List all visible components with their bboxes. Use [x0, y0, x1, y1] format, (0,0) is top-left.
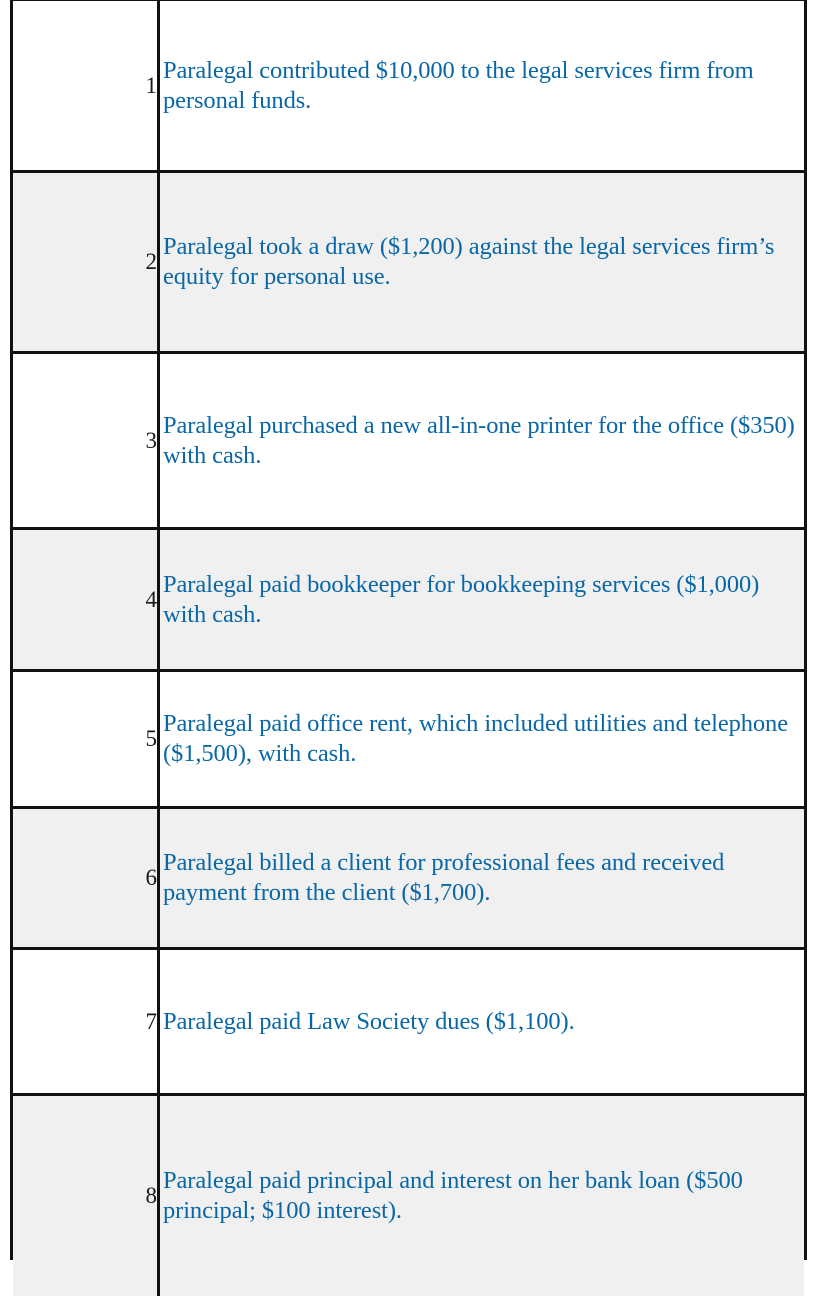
row-description: Paralegal paid Law Society dues ($1,100). — [163, 1007, 575, 1035]
row-number: 5 — [13, 672, 160, 806]
row-number: 4 — [13, 530, 160, 669]
row-description: Paralegal purchased a new all-in-one printer for the office ($350) with cash. — [163, 411, 795, 469]
row-description: Paralegal took a draw ($1,200) against the legal services firm’s equity for personal use. — [163, 233, 775, 290]
row-number: 2 — [13, 173, 160, 351]
row-number: 3 — [13, 354, 160, 527]
transactions-table — [10, 0, 807, 1260]
table-row — [13, 173, 804, 354]
table-row — [13, 672, 804, 809]
row-number: 8 — [13, 1096, 160, 1296]
row-number: 7 — [13, 950, 160, 1093]
row-description: Paralegal paid bookkeeper for bookkeeping services ($1,000) with cash. — [163, 570, 760, 628]
row-description: Paralegal contributed $10,000 to the legal services firm from personal funds. — [163, 56, 754, 114]
table-row — [13, 950, 804, 1096]
table-row — [13, 1096, 804, 1296]
table-row — [13, 530, 804, 672]
row-description: Paralegal billed a client for professional fees and received payment from the client ($1,700). — [163, 849, 725, 906]
row-description: Paralegal paid office rent, which included utilities and telephone ($1,500), with cash. — [163, 710, 788, 767]
row-number: 6 — [13, 809, 160, 947]
row-description: Paralegal paid principal and interest on her bank loan ($500 principal; $100 interest). — [163, 1167, 743, 1224]
row-number: 1 — [13, 1, 160, 170]
table-row — [13, 809, 804, 950]
table-row — [13, 1, 804, 173]
table-row — [13, 354, 804, 530]
